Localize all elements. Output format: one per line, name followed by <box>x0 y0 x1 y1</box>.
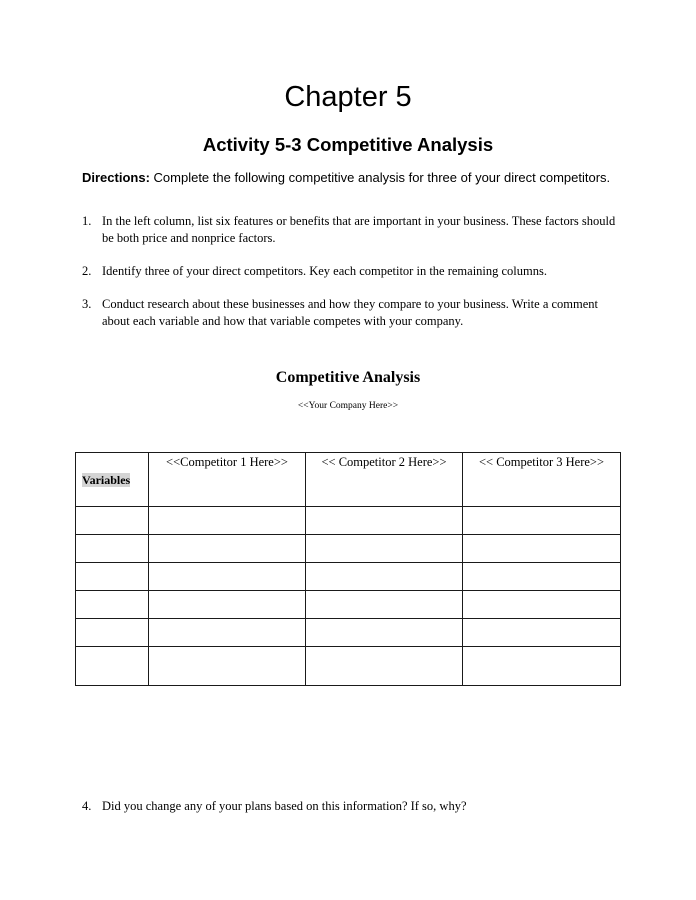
competitor-1-cell[interactable] <box>149 507 306 535</box>
competitor-1-cell[interactable] <box>149 647 306 686</box>
step-text: In the left column, list six features or benefits that are important in your business. These factors should be both price and nonprice factors. <box>102 214 616 245</box>
competitor-2-cell[interactable] <box>306 647 463 686</box>
step-2 <box>82 263 622 280</box>
step-3 <box>82 296 622 330</box>
analysis-title: Competitive Analysis <box>275 369 421 386</box>
company-placeholder: <<Your Company Here>> <box>297 401 399 411</box>
column-header-competitor-1[interactable]: <<Competitor 1 Here>> <box>149 453 306 507</box>
step-text: Identify three of your direct competitors. Key each competitor in the remaining columns. <box>102 264 547 278</box>
competitor-3-cell[interactable] <box>463 591 621 619</box>
variable-cell[interactable] <box>76 647 149 686</box>
step-text: Conduct research about these businesses and how they compare to your business. Write a comment about each variable and how that variable competes with your company. <box>102 297 599 328</box>
table-row <box>76 591 621 619</box>
directions-text: Complete the following competitive analysis for three of your direct competitors. <box>149 170 611 185</box>
column-header-competitor-3[interactable]: << Competitor 3 Here>> <box>463 453 621 507</box>
table-row <box>76 507 621 535</box>
competitor-2-cell[interactable] <box>306 591 463 619</box>
step-number: 2. <box>82 264 92 278</box>
table-row <box>76 563 621 591</box>
table-row <box>76 535 621 563</box>
step-number: 3. <box>82 297 92 311</box>
competitor-1-cell[interactable] <box>149 591 306 619</box>
competitor-3-cell[interactable] <box>463 619 621 647</box>
column-header-competitor-2[interactable]: << Competitor 2 Here>> <box>306 453 463 507</box>
variable-cell[interactable] <box>76 619 149 647</box>
chapter-title: Chapter 5 <box>284 81 412 113</box>
activity-title: Activity 5-3 Competitive Analysis <box>202 134 494 155</box>
directions-label: Directions: <box>82 170 150 185</box>
competitor-2-cell[interactable] <box>306 619 463 647</box>
variable-cell[interactable] <box>76 591 149 619</box>
competitor-3-cell[interactable] <box>463 507 621 535</box>
competitor-1-cell[interactable] <box>149 563 306 591</box>
competitive-analysis-table <box>75 452 621 686</box>
competitor-2-cell[interactable] <box>306 563 463 591</box>
competitor-3-cell[interactable] <box>463 647 621 686</box>
competitor-1-cell[interactable] <box>149 619 306 647</box>
column-header-variables: Variables <box>76 453 149 507</box>
directions <box>82 169 610 187</box>
competitor-1-cell[interactable] <box>149 535 306 563</box>
table-row <box>76 647 621 686</box>
table-row <box>76 619 621 647</box>
competitor-3-cell[interactable] <box>463 535 621 563</box>
table-header-row <box>76 453 621 507</box>
question-text: Did you change any of your plans based on this information? If so, why? <box>102 799 467 813</box>
variable-cell[interactable] <box>76 563 149 591</box>
step-1 <box>82 213 622 247</box>
competitor-2-cell[interactable] <box>306 535 463 563</box>
step-number: 1. <box>82 214 92 228</box>
variable-cell[interactable] <box>76 535 149 563</box>
question-4 <box>82 798 622 815</box>
competitor-2-cell[interactable] <box>306 507 463 535</box>
variable-cell[interactable] <box>76 507 149 535</box>
question-number: 4. <box>82 799 92 813</box>
competitor-3-cell[interactable] <box>463 563 621 591</box>
